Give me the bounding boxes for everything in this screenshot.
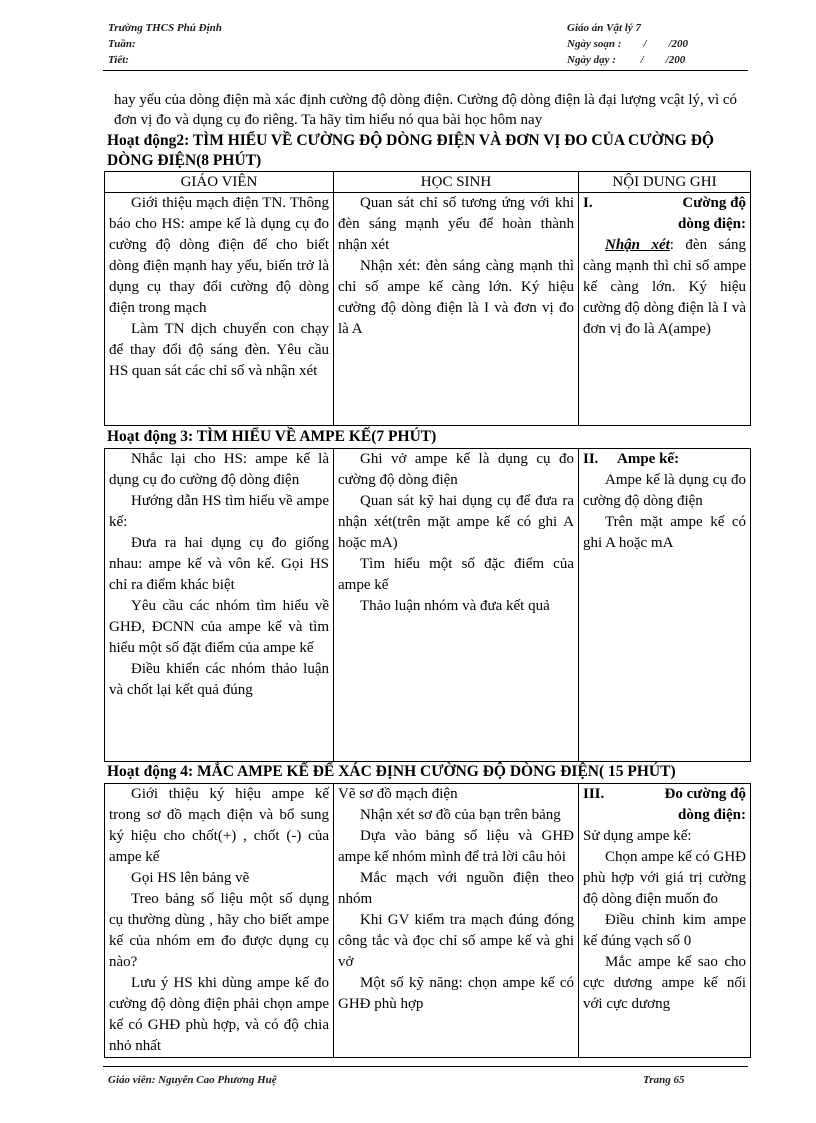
teacher-step: Nhắc lại cho HS: ampe kế là dụng cụ đo cường độ dòng điện xyxy=(109,451,329,488)
teacher-step: Lưu ý HS khi dùng ampe kế đo cường độ dòng điện phải chọn ampe kế có GHĐ phù hợp, và có độ chia nhỏ nhất xyxy=(109,975,329,1054)
student-step: Tìm hiểu một số đặc điểm của ampe kế xyxy=(338,556,574,593)
teacher-step: Gọi HS lên bảng vẽ xyxy=(131,870,250,886)
col-student-header: HỌC SINH xyxy=(334,172,579,193)
activity4-content-cell xyxy=(579,784,751,1058)
activity3-student-cell xyxy=(334,449,579,762)
student-step: Nhận xét: đèn sáng càng mạnh thì chỉ số ampe kế càng lớn. Ký hiệu cường độ dòng điện là I và đơn vị đo là A xyxy=(338,258,574,337)
activity4-table xyxy=(104,783,751,1058)
section-number: II. xyxy=(583,451,599,467)
student-step: Dựa vào bảng số liệu và GHĐ ampe kế nhóm mình để trả lời câu hỏi xyxy=(338,828,574,865)
activity4-heading: Hoạt động 4: MẮC AMPE KẾ ĐỂ XÁC ĐỊNH CƯỜNG ĐỘ DÒNG ĐIỆN( 15 PHÚT) xyxy=(107,763,676,780)
teacher-name: Giáo viên: Nguyễn Cao Phương Huệ xyxy=(108,1074,277,1086)
teacher-step: Giới thiệu mạch điện TN. Thông báo cho HS: ampe kế là dụng cụ đo cường độ dòng điện để cho biết dòng điện mạnh hay yếu, biến trở là dụng cụ thay đổi cường độ dòng điện trong mạch xyxy=(109,195,329,316)
activity4-teacher-cell xyxy=(105,784,334,1058)
student-step: Mắc mạch với nguồn điện theo nhóm xyxy=(338,870,574,907)
activity2-table xyxy=(104,171,751,426)
student-step: Quan sát kỹ hai dụng cụ để đưa ra nhận xét(trên mặt ampe kế có ghi A hoặc mA) xyxy=(338,493,574,551)
period-label: Tiết: xyxy=(108,54,129,66)
teacher-step: Treo bảng số liệu một số dụng cụ thường dùng , hãy cho biết ampe kế của nhóm em đo được dụng cụ nào? xyxy=(109,891,329,970)
page-number: Trang 65 xyxy=(643,1074,685,1086)
activity3-content-cell xyxy=(579,449,751,762)
section-title-b: dòng điện: xyxy=(678,807,746,823)
teacher-step: Giới thiệu ký hiệu ampe kế trong sơ đồ mạch điện và bổ sung ký hiệu cho chốt(+) , chốt (-) của ampe kế xyxy=(109,786,329,865)
section-title xyxy=(583,193,746,214)
student-step: Khi GV kiểm tra mạch đúng đóng công tắc và đọc chỉ số ampe kế và ghi vở xyxy=(338,912,574,970)
student-step: Nhận xét sơ đồ của bạn trên bảng xyxy=(360,807,561,823)
student-step: Vẽ sơ đồ mạch điện xyxy=(338,786,458,802)
student-step: Thảo luận nhóm và đưa kết quả xyxy=(360,598,550,614)
col-teacher-header: GIÁO VIÊN xyxy=(105,172,334,193)
activity2-heading: Hoạt động2: TÌM HIỂU VỀ CƯỜNG ĐỘ DÒNG ĐIỆN VÀ ĐƠN VỊ ĐO CỦA CƯỜNG ĐỘ DÒNG ĐIỆN(8 PHÚT) xyxy=(107,132,714,169)
student-step: Một số kỹ năng: chọn ampe kế có GHĐ phù hợp xyxy=(338,975,574,1012)
content-line: Ampe kế là dụng cụ đo cường độ dòng điện xyxy=(583,472,746,509)
col-content-header: NỘI DUNG GHI xyxy=(579,172,751,193)
section-title-b: dòng điện: xyxy=(678,216,746,232)
activity3-teacher-cell xyxy=(105,449,334,762)
school-name: Trường THCS Phú Định xyxy=(108,22,222,34)
subject-title: Giáo án Vật lý 7 xyxy=(567,22,641,34)
content-line: Điều chỉnh kim ampe kế đúng vạch số 0 xyxy=(583,912,746,949)
section-number: I. xyxy=(583,195,593,211)
activity4-student-cell xyxy=(334,784,579,1058)
section-title-a: Cường độ xyxy=(682,195,746,211)
student-step: Ghi vở ampe kế là dụng cụ đo cường độ dòng điện xyxy=(338,451,574,488)
content-line: Sử dụng ampe kế: xyxy=(583,828,692,844)
section-number: III. xyxy=(583,786,605,802)
note-label: Nhận xét xyxy=(605,237,670,253)
activity2-student-cell xyxy=(334,193,579,426)
content-line: Chọn ampe kế có GHĐ phù hợp với giá trị cường độ dòng điện muốn đo xyxy=(583,849,746,907)
section-title xyxy=(583,449,746,470)
intro-paragraph: hay yếu của dòng điện mà xác định cường độ dòng điện. Cường độ dòng điện là đại lượng vcật lý, vì có đơn vị đo và dụng cụ đo riêng. Ta hãy tìm hiểu nó qua bài học hôm nay xyxy=(114,92,738,128)
note-text: : đèn sáng càng mạnh thì chỉ số ampe kế càng lớn. Ký hiệu cường độ dòng điện là I và đơn vị đo là A(ampe) xyxy=(583,237,747,337)
teach-date: Ngày dạy : / /200 xyxy=(567,54,686,66)
footer-rule xyxy=(103,1066,748,1067)
prep-date: Ngày soạn : / /200 xyxy=(567,38,688,50)
activity2-teacher-cell xyxy=(105,193,334,426)
activity2-content-cell xyxy=(579,193,751,426)
section-title-a: Đo cường độ xyxy=(664,786,746,802)
header-rule xyxy=(103,70,748,71)
content-line: Mắc ampe kế sao cho cực dương ampe kế nối với cực dương xyxy=(583,954,746,1012)
teacher-step: Làm TN dịch chuyển con chạy để thay đổi độ sáng đèn. Yêu cầu HS quan sát các chỉ số và nhận xét xyxy=(109,321,329,379)
teacher-step: Đưa ra hai dụng cụ đo giống nhau: ampe kế và vôn kế. Gọi HS chỉ ra điểm khác biệt xyxy=(109,535,329,593)
content-note xyxy=(583,235,746,340)
week-label: Tuần: xyxy=(108,38,136,50)
activity3-table xyxy=(104,448,751,762)
activity3-heading: Hoạt động 3: TÌM HIỂU VỀ AMPE KẾ(7 PHÚT) xyxy=(107,428,437,445)
section-title-text: Ampe kế: xyxy=(617,451,680,467)
student-step: Quan sát chỉ số tương ứng với khi đèn sáng mạnh yếu để hoàn thành nhận xét xyxy=(338,195,574,253)
section-title xyxy=(583,784,746,805)
content-line: Trên mặt ampe kế có ghi A hoặc mA xyxy=(583,514,746,551)
teacher-step: Hướng dẫn HS tìm hiểu về ampe kế: xyxy=(109,493,329,530)
teacher-step: Yêu cầu các nhóm tìm hiểu về GHĐ, ĐCNN của ampe kế và tìm hiểu một số đặt điểm của ampe kế xyxy=(109,598,329,656)
teacher-step: Điều khiển các nhóm thảo luận và chốt lại kết quả đúng xyxy=(109,661,329,698)
